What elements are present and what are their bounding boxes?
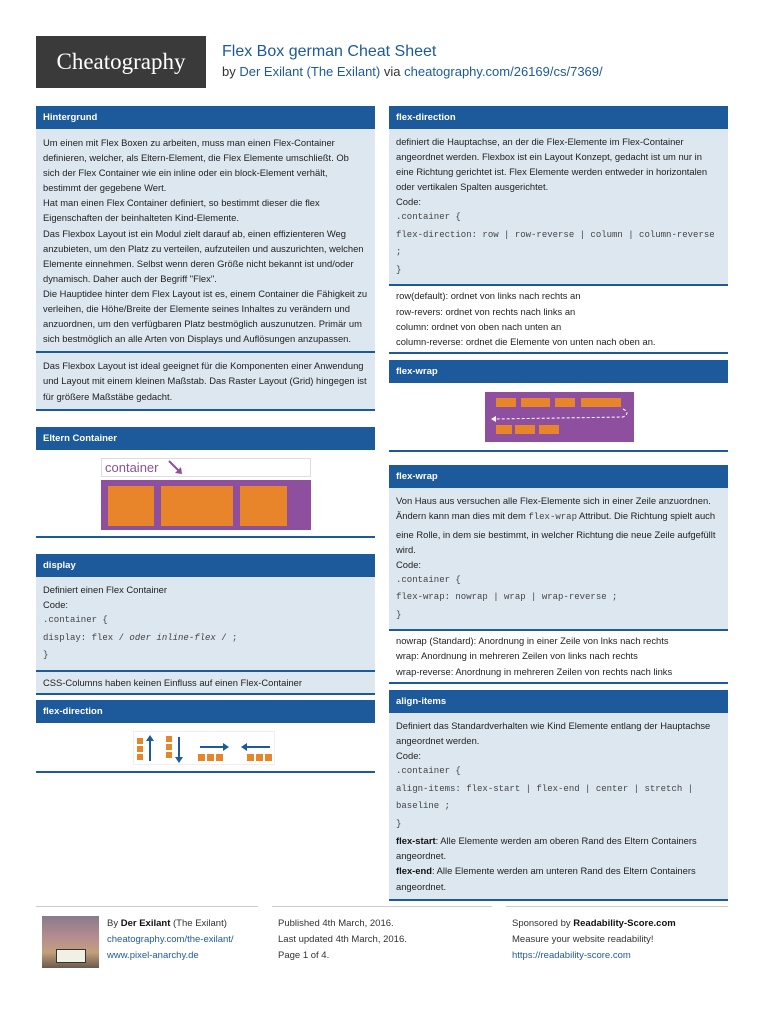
sponsor-link[interactable]: https://readability-score.com [512, 950, 631, 961]
divider [506, 906, 728, 907]
code-line: flex-direction: row | row-reverse | column | column-reverse ; [396, 229, 715, 258]
section-note [36, 672, 375, 695]
flex-container-shape [101, 480, 311, 530]
code-label: Code: [396, 558, 422, 570]
definition: : Alle Elemente werden am unteren Rand des Eltern Containers angeordnet. [396, 865, 696, 892]
section-title: Eltern Container [36, 427, 375, 450]
section-align-items [389, 690, 728, 901]
flex-item [166, 752, 172, 758]
author-link[interactable]: Der Exilant (The Exilant) [239, 64, 381, 79]
page-number: Page 1 of 4. [278, 950, 330, 961]
page-footer [36, 906, 728, 970]
section-flex-wrap [389, 465, 728, 684]
list-item [396, 833, 721, 863]
paragraph: Definiert einen Flex Container [43, 584, 168, 595]
section-body [36, 129, 375, 353]
cheatography-logo[interactable] [36, 36, 206, 88]
paragraph: definiert die Hauptachse, an der die Flex-Elemente im Flex-Container angeordnet werden. Flexbox ist ein Layout Konzept, gedacht ist um nur in eine Richtung gerichtet ist. Flex Elemente werden entweder in horizontalen oder vertikalen Spalten ausgerichtet. [396, 136, 708, 193]
section-display [36, 554, 375, 695]
section-title: flex-direction [389, 106, 728, 129]
footer-author [107, 916, 234, 964]
divider [36, 906, 258, 907]
code-part: / ; [215, 632, 238, 643]
via-label: via [383, 64, 401, 79]
section-title: Hintergrund [36, 106, 375, 129]
flex-item [496, 425, 512, 434]
author-profile-link[interactable]: cheatography.com/the-exilant/ [107, 934, 234, 945]
flex-item [515, 425, 535, 434]
section-title: align-items [389, 690, 728, 713]
code-line: .container { [396, 766, 461, 777]
list-item: wrap: Anordnung in mehreren Zeilen von links nach rechts [396, 650, 638, 662]
flex-item [265, 754, 272, 761]
arrow-down-right-icon [166, 458, 186, 478]
paragraph: Das Flexbox Layout ist ein Modul zielt darauf ab, einen effizienteren Weg anzubieten, um den Platz zu verteilen, aufzuteilen und auszurichten, welchen Elemente einnehmen. Selbst wenn deren Größe nicht bekannt ist und/oder dynamisch. Daher auch der Begriff "Flex". [43, 227, 364, 284]
flex-item [247, 754, 254, 761]
flex-item [216, 754, 223, 761]
paragraph: Hat man einen Flex Container definiert, so bestimmt dieser die flex Eigenschaften der beinhalteten Kind-Elemente. [43, 197, 320, 224]
paragraph [396, 493, 721, 557]
paragraph: CSS-Columns haben keinen Einfluss auf einen Flex-Container [43, 676, 302, 688]
paragraph: Definiert das Standardverhalten wie Kind Elemente entlang der Hauptachse angeordnet werden. [396, 720, 711, 747]
code-part-italic: oder inline-flex [129, 632, 216, 643]
paragraph: Die Hauptidee hinter dem Flex Layout ist es, einem Container die Fähigkeit zu verleihen, die Höhe/Breite der Elemente seines Inhaltes zu verändern und anzuordnen, um den verfügbaren Platz bestmöglich auszunutzen. Primär um sich bestmöglich an alle Arten von Displays und Auflösungen anzupassen. [43, 287, 368, 345]
list-item: row(default): ordnet von links nach rechts an [396, 290, 581, 302]
flex-item [137, 738, 143, 744]
by-label: By [107, 918, 119, 929]
definition: : Alle Elemente werden am oberen Rand des Eltern Containers angeordnet. [396, 835, 697, 862]
section-title: flex-wrap [389, 360, 728, 383]
inline-code: flex-wrap [528, 512, 577, 523]
container-label: container [105, 460, 159, 475]
updated-date: Last updated 4th March, 2016. [278, 934, 407, 945]
text-part: Von Haus aus versuchen alle Flex-Elemente sich in einer Zeile anzuordnen. Ändern kann man dies mit dem [396, 495, 711, 522]
arrow-down-icon [174, 734, 184, 764]
code-line: } [396, 818, 402, 829]
flex-item [108, 486, 154, 526]
author-website-link[interactable]: www.pixel-anarchy.de [107, 950, 199, 961]
code-line: } [396, 264, 402, 275]
section-flex-direction-diagram [36, 700, 375, 773]
code-line: flex-wrap: nowrap | wrap | wrap-reverse ; [396, 592, 618, 603]
list-item: nowrap (Standard): Anordnung in einer Zeile von lnks nach rechts [396, 635, 669, 647]
section-flex-wrap-diagram [389, 360, 728, 452]
flex-item [207, 754, 214, 761]
flex-item [166, 736, 172, 742]
arrow-up-icon [145, 734, 155, 764]
text-part: Attribut. Die Richtung spielt auch eine Rolle, in dem sie bestimmt, in welcher Richtung die neue Zeile aufgefüllt wird. [396, 510, 716, 555]
sheet-title: Flex Box german Cheat Sheet [222, 43, 437, 60]
flex-item [256, 754, 263, 761]
section-title: flex-wrap [389, 465, 728, 488]
code-label: Code: [396, 750, 422, 762]
container-label-box [101, 458, 311, 477]
flex-item [581, 398, 621, 407]
code-line: } [43, 650, 49, 661]
arrow-right-icon [198, 742, 230, 752]
flex-wrap-diagram [389, 383, 728, 452]
flex-item [521, 398, 550, 407]
by-label: by [222, 64, 236, 79]
code-label: Code: [396, 196, 422, 208]
avatar-sign [56, 949, 86, 963]
flex-item [161, 486, 233, 526]
section-values [389, 631, 728, 683]
code-line: .container { [396, 574, 461, 585]
divider [272, 906, 492, 907]
flex-item [539, 425, 559, 434]
paragraph: Um einen mit Flex Boxen zu arbeiten, muss man einen Flex-Container definieren, welcher, als Eltern-Element, die Flex Elemente umschließt. Ob sich der Flex Container wie ein inline oder ein block-Element verhält, bestimmt der gegebene Wert. [43, 137, 349, 194]
section-body [389, 713, 728, 901]
code-line [43, 630, 368, 648]
code-part: display: flex / [43, 632, 130, 643]
flex-item [496, 398, 516, 407]
list-item: wrap-reverse: Anordnung in mehreren Zeilen von rechts nach links [396, 665, 673, 677]
list-item: column-reverse: ordnet die Elemente von unten nach oben an. [396, 335, 656, 347]
author-avatar[interactable] [42, 916, 99, 968]
footer-sponsor [512, 916, 676, 964]
sheet-url-link[interactable]: cheatography.com/26169/cs/7369/ [404, 64, 603, 79]
section-body [36, 577, 375, 672]
logo-text: Cheatography [56, 49, 186, 74]
flex-direction-diagram [36, 723, 375, 773]
footer-dates [278, 916, 407, 964]
section-flex-direction [389, 106, 728, 354]
sponsor-line [512, 916, 676, 932]
direction-illustration [133, 731, 275, 765]
section-hintergrund [36, 106, 375, 411]
author-line [107, 916, 234, 932]
section-note [36, 353, 375, 410]
author-alt-name: (The Exilant) [173, 918, 227, 929]
section-body [389, 488, 728, 631]
section-body [389, 129, 728, 286]
sheet-byline [222, 64, 603, 79]
term: flex-start [396, 835, 436, 847]
flex-item [166, 744, 172, 750]
flex-item [555, 398, 575, 407]
code-line: .container { [396, 212, 461, 223]
sponsor-tagline: Measure your website readability! [512, 934, 654, 945]
list-item: column: ordnet von oben nach unten an [396, 320, 562, 332]
author-name[interactable]: Der Exilant [120, 918, 171, 929]
paragraph: Das Flexbox Layout ist ideal geeignet für die Komponenten einer Anwendung und Layout mit einem kleinen Maßstab. Das Raster Layout (Grid) hingegen ist für größere Maßstäbe gedacht. [43, 360, 367, 402]
wrap-arrow-icon [485, 407, 634, 427]
flex-item [198, 754, 205, 761]
flex-item [137, 754, 143, 760]
sponsor-name[interactable]: Readability-Score.com [573, 918, 676, 929]
wrap-container-shape [485, 392, 634, 442]
section-title: flex-direction [36, 700, 375, 723]
code-line: .container { [43, 615, 108, 626]
code-label: Code: [43, 599, 69, 611]
arrow-left-icon [240, 742, 272, 752]
code-line: align-items: flex-start | flex-end | center | stretch | baseline ; [396, 783, 694, 812]
term: flex-end [396, 865, 432, 877]
list-item: row-revers: ordnet von rechts nach links an [396, 305, 576, 317]
section-values [389, 286, 728, 353]
flex-item [240, 486, 287, 526]
list-item [396, 863, 721, 893]
container-diagram [36, 450, 375, 538]
code-line: } [396, 609, 402, 620]
section-eltern-container [36, 427, 375, 538]
section-title: display [36, 554, 375, 577]
sponsored-label: Sponsored by [512, 918, 574, 929]
published-date: Published 4th March, 2016. [278, 918, 394, 929]
flex-item [137, 746, 143, 752]
